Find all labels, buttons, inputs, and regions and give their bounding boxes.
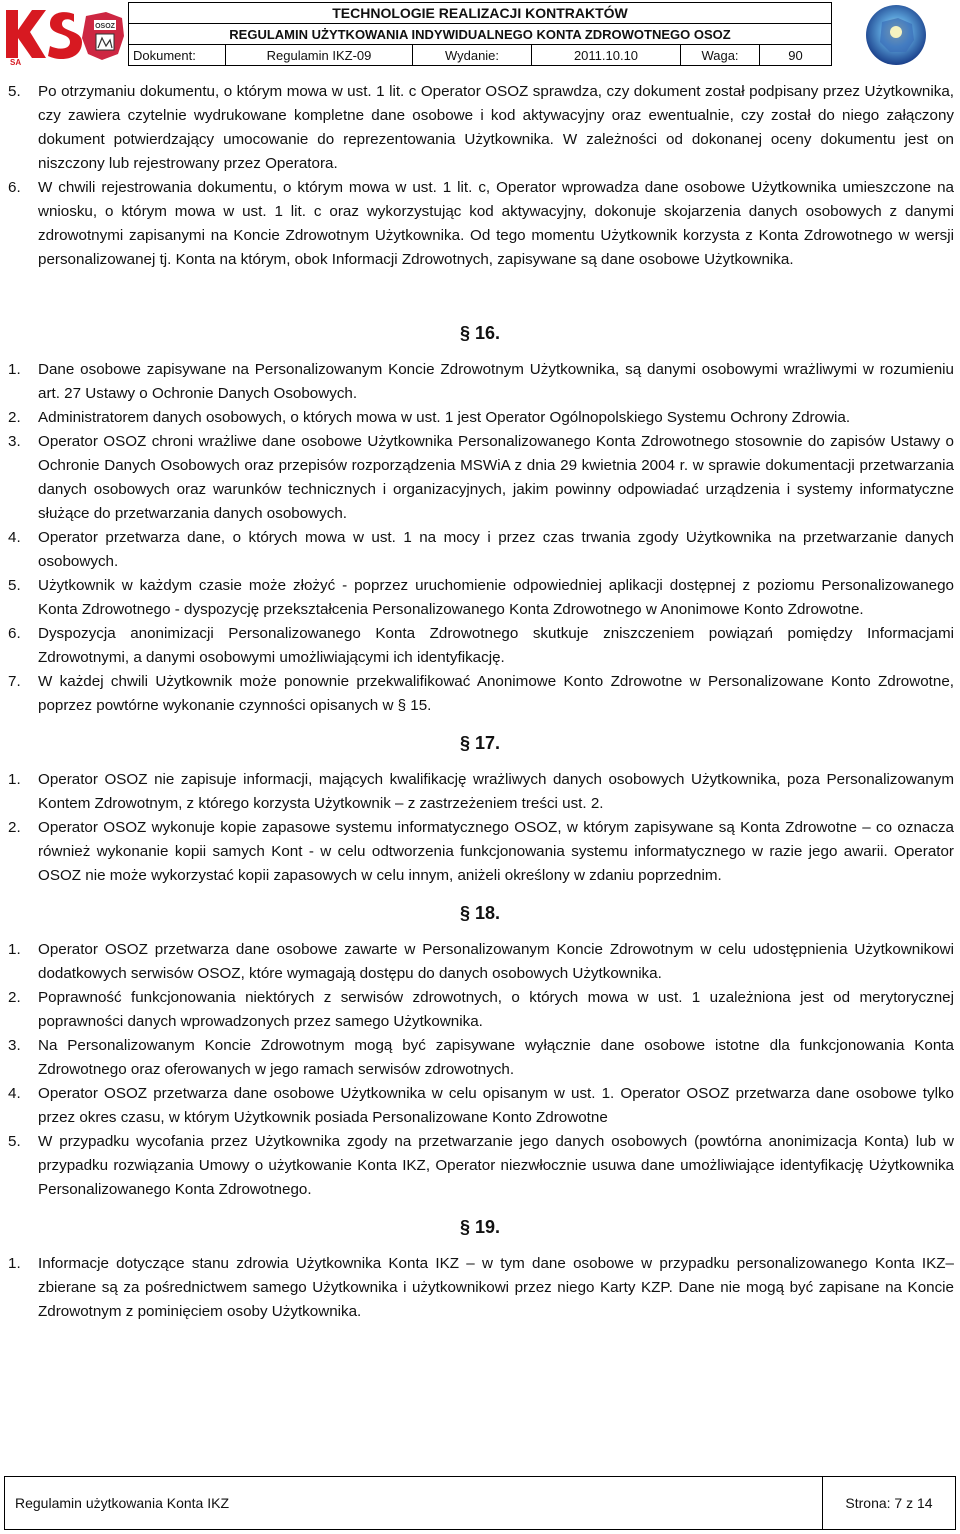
item-text: Dyspozycja anonimizacji Personalizowanego Konta Zdrowotnego skutkuje zniszczeniem powiązań pomiędzy Informacjami Zdrowotnymi, a danymi osobowymi umożliwiającymi ich identyfikację.	[38, 625, 954, 666]
item-text: Operator OSOZ przetwarza dane osobowe Użytkownika w celu opisanym w ust. 1. Operator OSOZ przetwarza dane osobowe tylko przez okres czasu, w którym Użytkownik posiada Personalizowane Konto Zdrowotne	[38, 1085, 954, 1126]
globe-logo	[832, 2, 958, 68]
item-number: 4.	[8, 1085, 21, 1102]
item-number: 1.	[8, 771, 21, 788]
document-header	[2, 2, 958, 68]
item-text: Operator OSOZ wykonuje kopie zapasowe systemu informatycznego OSOZ, w którym zapisywane są Konta Zdrowotne – co oznacza również wykonanie kopii samych Kont - w celu odtworzenia funkcjonowania systemu informatycznego w razie jego awarii. Operator OSOZ nie może wykorzystać kopii zapasowych w celu innym, aniżeli określony w zdaniu poprzednim.	[38, 819, 954, 884]
header-subtitle: REGULAMIN UŻYTKOWANIA INDYWIDUALNEGO KONTA ZDROWOTNEGO OSOZ	[129, 24, 832, 45]
item-text: Poprawność funkcjonowania niektórych z serwisów zdrowotnych, o których mowa w ust. 1 uzależniona jest od merytorycznej poprawności danych wprowadzonych przez samego Użytkownika.	[38, 989, 954, 1030]
item-text: Operator OSOZ przetwarza dane osobowe zawarte w Personalizowanym Koncie Zdrowotnym w celu udostępnienia Użytkownikowi dodatkowych serwisów OSOZ, które wymagają dostępu do danych osobowych Użytkownika.	[38, 941, 954, 982]
list-item	[0, 986, 960, 1034]
footer-page-number: Strona: 7 z 14	[845, 1495, 933, 1511]
item-number: 5.	[8, 1133, 21, 1150]
item-number: 7.	[8, 673, 21, 690]
item-text: Operator OSOZ chroni wrażliwe dane osobowe Użytkownika Personalizowanego Konta Zdrowotnego stosownie do zapisów Ustawy o Ochronie Danych Osobowych oraz przepisów rozporządzenia MSWiA z dnia 29 kwietnia 2004 r. w sprawie dokumentacji przetwarzania danych osobowych oraz warunków technicznych i organizacyjnych, jakim powinny odpowiadać urządzenia i systemy informatyczne służące do przetwarzania danych osobowych.	[38, 433, 954, 522]
item-number: 1.	[8, 941, 21, 958]
document-footer	[4, 1476, 956, 1530]
item-text: Informacje dotyczące stanu zdrowia Użytkownika Konta IKZ – w tym dane osobowe w przypadku personalizowanego Konta IKZ– zbierane są za pośrednictwem samego Użytkownika i użytkownikowi przez niego Karty KZP. Dane nie mogą być zapisane na Koncie Zdrowotnym z pominięciem osoby Użytkownika.	[38, 1255, 954, 1320]
list-item	[0, 526, 960, 574]
doc-value: Regulamin IKZ-09	[226, 45, 413, 66]
list-item	[0, 358, 960, 406]
item-number: 5.	[8, 577, 21, 594]
item-number: 2.	[8, 989, 21, 1006]
item-number: 4.	[8, 529, 21, 546]
section-heading-18: § 18.	[459, 903, 501, 923]
ks-logo	[2, 2, 128, 68]
weight-label: Waga:	[681, 45, 760, 66]
section-heading-17: § 17.	[459, 733, 501, 753]
item-text: Operator przetwarza dane, o których mowa w ust. 1 na mocy i przez czas trwania zgody Użytkownika na przetwarzanie danych osobowych.	[38, 529, 954, 570]
document-body	[0, 80, 960, 1324]
list-item	[0, 938, 960, 986]
header-info-table	[128, 2, 832, 66]
list-item	[0, 1130, 960, 1202]
item-number: 6.	[8, 625, 21, 642]
item-number: 1.	[8, 1255, 21, 1272]
list-item	[0, 622, 960, 670]
edition-value: 2011.10.10	[532, 45, 681, 66]
item-text: Dane osobowe zapisywane na Personalizowanym Koncie Zdrowotnym Użytkownika, są danymi osobowymi wrażliwymi w rozumieniu art. 27 Ustawy o Ochronie Danych Osobowych.	[38, 361, 954, 402]
item-number: 5.	[8, 83, 21, 100]
doc-label: Dokument:	[129, 45, 226, 66]
item-text: W przypadku wycofania przez Użytkownika zgody na przetwarzanie jego danych osobowych (powtórna anonimizacja Konta) lub w przypadku rozwiązania Umowy o użytkowanie Konta IKZ, Operator niezwłocznie usuwa dane umożliwiające identyfikację Użytkownika Personalizowanego Konta Zdrowotnego.	[38, 1133, 954, 1198]
item-number: 2.	[8, 409, 21, 426]
item-text: W chwili rejestrowania dokumentu, o którym mowa w ust. 1 lit. c, Operator wprowadza dane osobowe Użytkownika umieszczone na wniosku, o którym mowa w ust. 1 lit. c oraz wykorzystując kod aktywacyjny, dokonuje skojarzenia danych osobowych z danymi zdrowotnymi zapisanymi na Koncie Zdrowotnym Użytkownika. Od tego momentu Użytkownik korzysta z Konta Zdrowotnego w wersji personalizowanej tj. Konta na którym, obok Informacji Zdrowotnych, zapisywane są dane osobowe Użytkownika.	[38, 179, 954, 268]
list-item	[0, 80, 960, 176]
list-item	[0, 176, 960, 272]
item-number: 3.	[8, 1037, 21, 1054]
list-item	[0, 768, 960, 816]
item-text: Użytkownik w każdym czasie może złożyć - poprzez uruchomienie odpowiedniej aplikacji dostępnej z poziomu Personalizowanego Konta Zdrowotnego - dyspozycję przekształcenia Personalizowanego Konta Zdrowotnego w Anonimowe Konto Zdrowotne.	[38, 577, 954, 618]
section-heading-19: § 19.	[459, 1217, 501, 1237]
item-number: 3.	[8, 433, 21, 450]
item-number: 1.	[8, 361, 21, 378]
list-item	[0, 430, 960, 526]
list-item	[0, 1252, 960, 1324]
list-item	[0, 1034, 960, 1082]
section-heading-16: § 16.	[459, 323, 501, 343]
svg-text:SA: SA	[10, 58, 22, 67]
item-text: Administratorem danych osobowych, o których mowa w ust. 1 jest Operator Ogólnopolskiego Systemu Ochrony Zdrowia.	[38, 409, 851, 426]
svg-text:OSOZ: OSOZ	[95, 23, 115, 30]
list-item	[0, 406, 960, 430]
header-title: TECHNOLOGIE REALIZACJI KONTRAKTÓW	[129, 3, 832, 24]
edition-label: Wydanie:	[413, 45, 532, 66]
footer-document-name: Regulamin użytkowania Konta IKZ	[5, 1477, 823, 1529]
item-text: Po otrzymaniu dokumentu, o którym mowa w ust. 1 lit. c Operator OSOZ sprawdza, czy dokument został podpisany przez Użytkownika, czy zawiera czytelnie wydrukowane kompletne dane osobowe i kod aktywacyjny oraz ewentualnie, czy został do niego załączony dokument potwierdzający umocowanie do reprezentowania Użytkownika. W zależności od dokonanej oceny dokumentu jest on niszczony lub rejestrowany przez Operatora.	[38, 83, 954, 172]
weight-value: 90	[760, 45, 832, 66]
item-number: 2.	[8, 819, 21, 836]
list-item	[0, 670, 960, 718]
item-text: Operator OSOZ nie zapisuje informacji, mających kwalifikację wrażliwych danych osobowych Użytkownika, poza Personalizowanym Kontem Zdrowotnym, z którego korzysta Użytkownik – z zastrzeżeniem treści ust. 2.	[38, 771, 954, 812]
list-item	[0, 1082, 960, 1130]
item-text: W każdej chwili Użytkownik może ponownie przekwalifikować Anonimowe Konto Zdrowotne w Personalizowane Konto Zdrowotne, poprzez powtórne wykonanie czynności opisanych w § 15.	[38, 673, 954, 714]
list-item	[0, 574, 960, 622]
item-text: Na Personalizowanym Koncie Zdrowotnym mogą być zapisywane wyłącznie dane osobowe istotne dla funkcjonowania Konta Zdrowotnego oraz oferowanych w jego ramach serwisów zdrowotnych.	[38, 1037, 954, 1078]
item-number: 6.	[8, 179, 21, 196]
list-item	[0, 816, 960, 888]
